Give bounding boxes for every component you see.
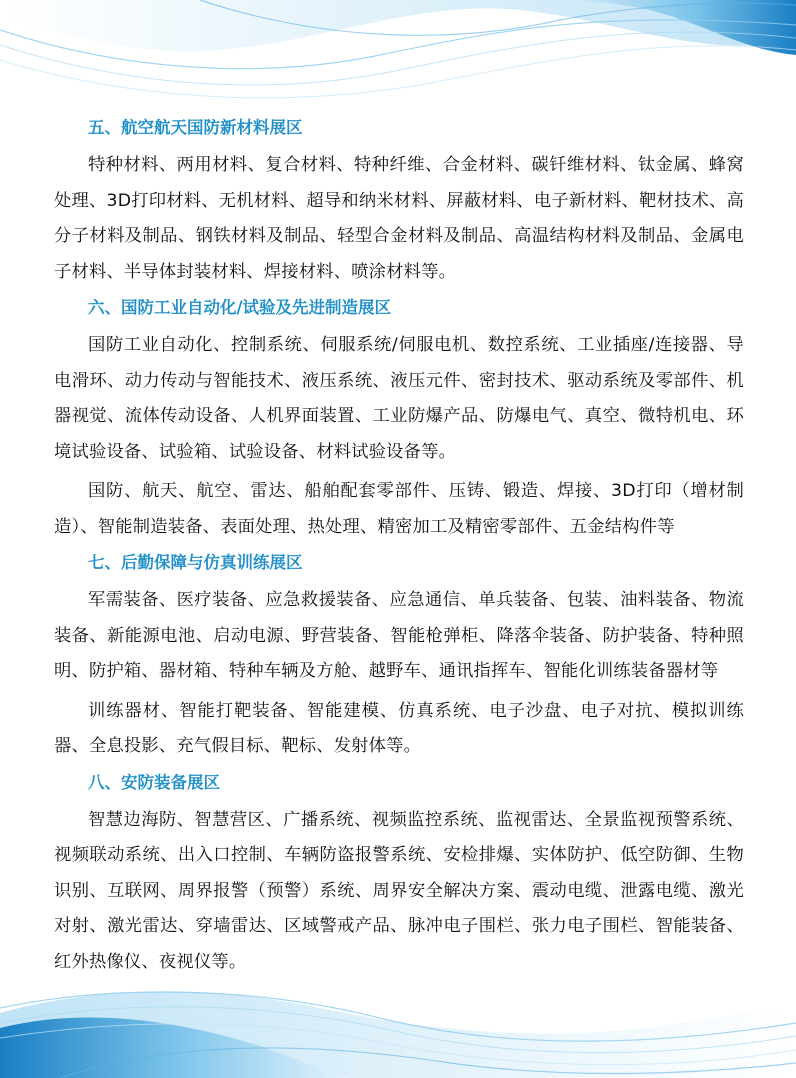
- section-paragraph: 国防工业自动化、控制系统、伺服系统/伺服电机、数控系统、工业插座/连接器、导电滑环、动力传动与智能技术、液压系统、液压元件、密封技术、驱动系统及零部件、机器视觉、流体传动设备、人机界面装置、工业防爆产品、防爆电气、真空、微特机电、环境试验设备、试验箱、试验设备、材料试验设备等。: [54, 335, 744, 462]
- section-paragraph: 智慧边海防、智慧营区、广播系统、视频监控系统、监视雷达、全景监视预警系统、视频联动系统、出入口控制、车辆防盗报警系统、安检排爆、实体防护、低空防御、生物识别、互联网、周界报警（预警）系统、周界安全解决方案、震动电缆、泄露电缆、激光对射、激光雷达、穿墙雷达、区域警戒产品、脉冲电子围栏、张力电子围栏、智能装备、红外热像仪、夜视仪等。: [54, 809, 744, 972]
- main-content: [54, 116, 744, 986]
- section-paragraph: 国防、航天、航空、雷达、船舶配套零部件、压铸、锻造、焊接、3D打印（增材制造）、智能制造装备、表面处理、热处理、精密加工及精密零部件、五金结构件等: [54, 481, 744, 537]
- section-heading: 八、安防装备展区: [88, 772, 220, 792]
- section-aerospace-materials: [54, 116, 744, 290]
- section-logistics-training: [54, 551, 744, 765]
- section-heading: 七、后勤保障与仿真训练展区: [88, 553, 303, 572]
- decorative-wave-top: [0, 0, 796, 120]
- section-heading: 六、国防工业自动化/试验及先进制造展区: [88, 298, 392, 317]
- section-security-equipment: [54, 771, 744, 981]
- section-paragraph: 特种材料、两用材料、复合材料、特种纤维、合金材料、碳钎维材料、钛金属、蜂窝处理、3D打印材料、无机材料、超导和纳米材料、屏蔽材料、电子新材料、靶材技术、高分子材料及制品、钢铁材料及制品、轻型合金材料及制品、高温结构材料及制品、金属电子材料、半导体封装材料、焊接材料、喷涂材料等。: [54, 155, 744, 282]
- section-paragraph: 军需装备、医疗装备、应急救援装备、应急通信、单兵装备、包装、油料装备、物流装备、新能源电池、启动电源、野营装备、智能枪弹柜、降落伞装备、防护装备、特种照明、防护箱、器材箱、特种车辆及方舱、越野车、通讯指挥车、智能化训练装备器材等: [54, 590, 744, 681]
- section-paragraph: 训练器材、智能打靶装备、智能建模、仿真系统、电子沙盘、电子对抗、模拟训练器、全息投影、充气假目标、靶标、发射体等。: [54, 700, 744, 756]
- section-heading: 五、航空航天国防新材料展区: [88, 118, 303, 137]
- section-industrial-automation: [54, 296, 744, 545]
